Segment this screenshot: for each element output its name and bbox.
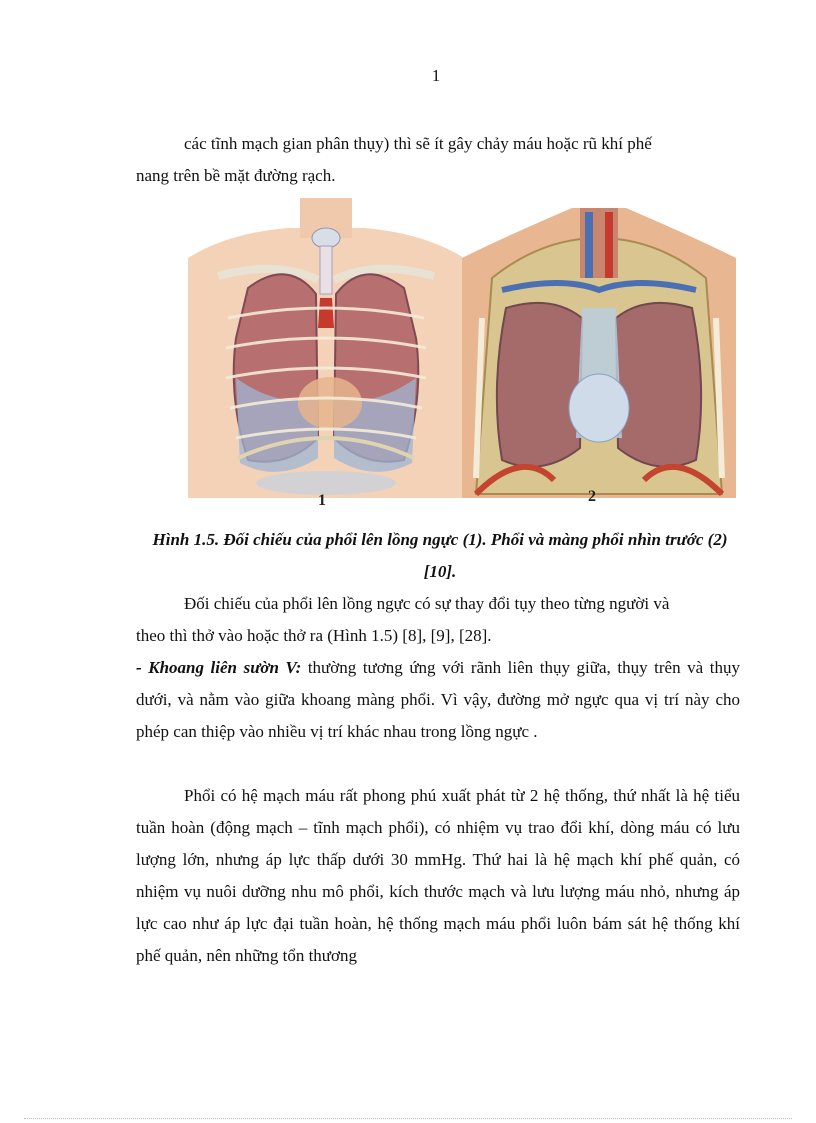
paragraph-2-line-2: theo thì thở vào hoặc thở ra (Hình 1.5) [8], [9], [28].: [136, 626, 492, 645]
paragraph-2: [136, 588, 740, 652]
paragraph-4: Phổi có hệ mạch máu rất phong phú xuất phát từ 2 hệ thống, thứ nhất là hệ tiểu tuần hoàn (động mạch – tĩnh mạch phổi), có nhiệm vụ trao đổi khí, dòng máu có lưu lượng lớn, nhưng áp lực thấp dưới 30 mmHg. Thứ hai là hệ mạch khí phế quản, có nhiệm vụ nuôi dưỡng nhu mô phổi, kích thước mạch và lưu lượng máu nhỏ, nhưng áp lực cao như áp lực đại tuần hoàn, hệ thống mạch máu phổi luôn bám sát hệ thống khí phế quản, nên những tổn thương: [136, 786, 740, 965]
page-number: 1: [431, 66, 441, 85]
figure-panel-1-illustration: [188, 198, 464, 498]
figure-label-1: 1: [318, 492, 326, 509]
paragraph-1-line-1: các tĩnh mạch gian phân thụy) thì sẽ ít gây chảy máu hoặc rũ khí phế: [184, 134, 652, 153]
paragraph-3-text: thường tương ứng với rãnh liên thụy giữa, thụy trên và thụy dưới, và nằm vào giữa khoang màng phổi. Vì vậy, đường mở ngực qua vị trí này cho phép can thiệp vào nhiều vị trí khác nhau trong lồng ngực .: [136, 658, 740, 741]
figure-lung-projection: [188, 198, 736, 516]
paragraph-3-term: - Khoang liên sườn V:: [136, 658, 302, 677]
paragraph-1: [136, 128, 740, 192]
paragraph-2-line-1: Đối chiếu của phổi lên lồng ngực có sự thay đổi tụy theo từng người và: [184, 594, 670, 613]
figure-label-2: 2: [588, 488, 596, 505]
figure-panel-2-illustration: [462, 198, 736, 498]
figure-caption: Hình 1.5. Đối chiếu của phổi lên lồng ngực (1). Phổi và màng phổi nhìn trước (2) [10].: [152, 530, 728, 581]
paragraph-3: [136, 652, 740, 748]
page-bottom-divider: [24, 1118, 792, 1119]
paragraph-1-line-2: nang trên bề mặt đường rạch.: [136, 166, 336, 185]
